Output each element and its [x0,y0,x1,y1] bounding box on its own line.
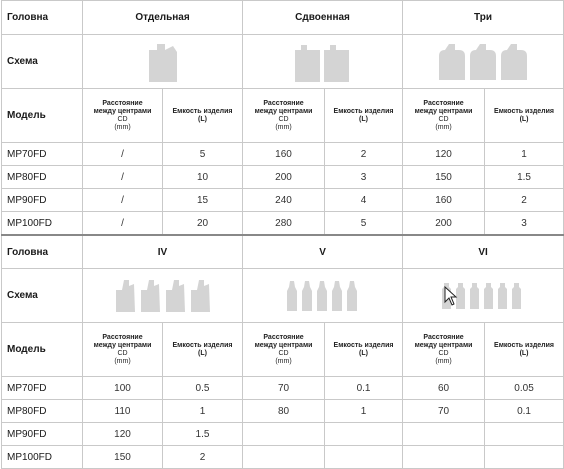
section1-scheme-row [2,35,564,89]
value-cell [485,446,564,469]
value-cell [243,423,325,446]
value-cell: 240 [243,189,325,212]
value-cell [485,423,564,446]
model-cell: MP100FD [2,446,83,469]
value-cell [403,446,485,469]
table-row [2,212,564,236]
jug-triple-icon [403,35,564,89]
value-cell: 0.05 [485,377,564,400]
model-cell: MP70FD [2,143,83,166]
value-cell: 200 [403,212,485,236]
value-cell: 200 [243,166,325,189]
model-cell: MP90FD [2,423,83,446]
value-cell: 10 [163,166,243,189]
table-row [2,166,564,189]
value-cell: 0.1 [485,400,564,423]
value-cell: / [83,143,163,166]
value-cell: 1.5 [485,166,564,189]
value-cell: 110 [83,400,163,423]
value-cell: 1 [485,143,564,166]
value-cell: 20 [163,212,243,236]
group-double-header: Сдвоенная [243,1,403,35]
bottle-five-icon [243,269,403,323]
cd-header: Расстояние между центрами CD (mm) [243,89,325,143]
scheme-label: Схема [2,269,83,323]
cd-header: Расстояние между центрами CD (mm) [403,89,485,143]
value-cell: / [83,212,163,236]
spec-table [1,0,564,469]
bottle-six-icon [403,269,564,323]
value-cell: 280 [243,212,325,236]
value-cell: 100 [83,377,163,400]
capacity-header: Емкость изделия (L) [485,89,564,143]
value-cell: 2 [325,143,403,166]
capacity-header: Емкость изделия (L) [325,89,403,143]
jerrycan-double-icon [243,35,403,89]
model-cell: MP90FD [2,189,83,212]
value-cell: 4 [325,189,403,212]
group-four-header: IV [83,235,243,269]
value-cell: 5 [325,212,403,236]
value-cell: 15 [163,189,243,212]
value-cell: 70 [243,377,325,400]
head-label: Головна [2,1,83,35]
jerrycan-single-icon [83,35,243,89]
value-cell [325,423,403,446]
value-cell [243,446,325,469]
table-row [2,377,564,400]
value-cell: 3 [325,166,403,189]
scheme-label: Схема [2,35,83,89]
model-cell: MP70FD [2,377,83,400]
value-cell: / [83,166,163,189]
bottle-four-icon [83,269,243,323]
table-row [2,143,564,166]
value-cell: 150 [403,166,485,189]
value-cell: 120 [403,143,485,166]
section2-scheme-row [2,269,564,323]
model-label: Модель [2,89,83,143]
group-six-header: VI [403,235,564,269]
section2-subhead-row [2,323,564,377]
value-cell: 60 [403,377,485,400]
capacity-header: Емкость изделия (L) [485,323,564,377]
head-label: Головна [2,235,83,269]
group-triple-header: Три [403,1,564,35]
value-cell: 150 [83,446,163,469]
value-cell: 3 [485,212,564,236]
cd-header: Расстояние между центрами CD (mm) [83,89,163,143]
value-cell: 160 [243,143,325,166]
value-cell: 2 [163,446,243,469]
cd-header: Расстояние между центрами CD (mm) [243,323,325,377]
value-cell: 160 [403,189,485,212]
group-single-header: Отдельная [83,1,243,35]
value-cell: 0.5 [163,377,243,400]
model-cell: MP80FD [2,400,83,423]
value-cell: 70 [403,400,485,423]
value-cell: 0.1 [325,377,403,400]
value-cell: 80 [243,400,325,423]
cd-header: Расстояние между центрами CD (mm) [403,323,485,377]
value-cell: 2 [485,189,564,212]
group-five-header: V [243,235,403,269]
table-row [2,446,564,469]
table-row [2,400,564,423]
capacity-header: Емкость изделия (L) [325,323,403,377]
value-cell: 1 [163,400,243,423]
section1-subhead-row [2,89,564,143]
value-cell: 120 [83,423,163,446]
model-cell: MP80FD [2,166,83,189]
mouse-cursor-icon [444,286,458,306]
model-cell: MP100FD [2,212,83,236]
model-label: Модель [2,323,83,377]
value-cell [403,423,485,446]
value-cell: 5 [163,143,243,166]
value-cell: 1.5 [163,423,243,446]
value-cell: / [83,189,163,212]
table-row [2,423,564,446]
section2-head-row [2,235,564,269]
value-cell [325,446,403,469]
cd-header: Расстояние между центрами CD (mm) [83,323,163,377]
capacity-header: Емкость изделия (L) [163,89,243,143]
table-row [2,189,564,212]
value-cell: 1 [325,400,403,423]
section1-head-row [2,1,564,35]
capacity-header: Емкость изделия (L) [163,323,243,377]
